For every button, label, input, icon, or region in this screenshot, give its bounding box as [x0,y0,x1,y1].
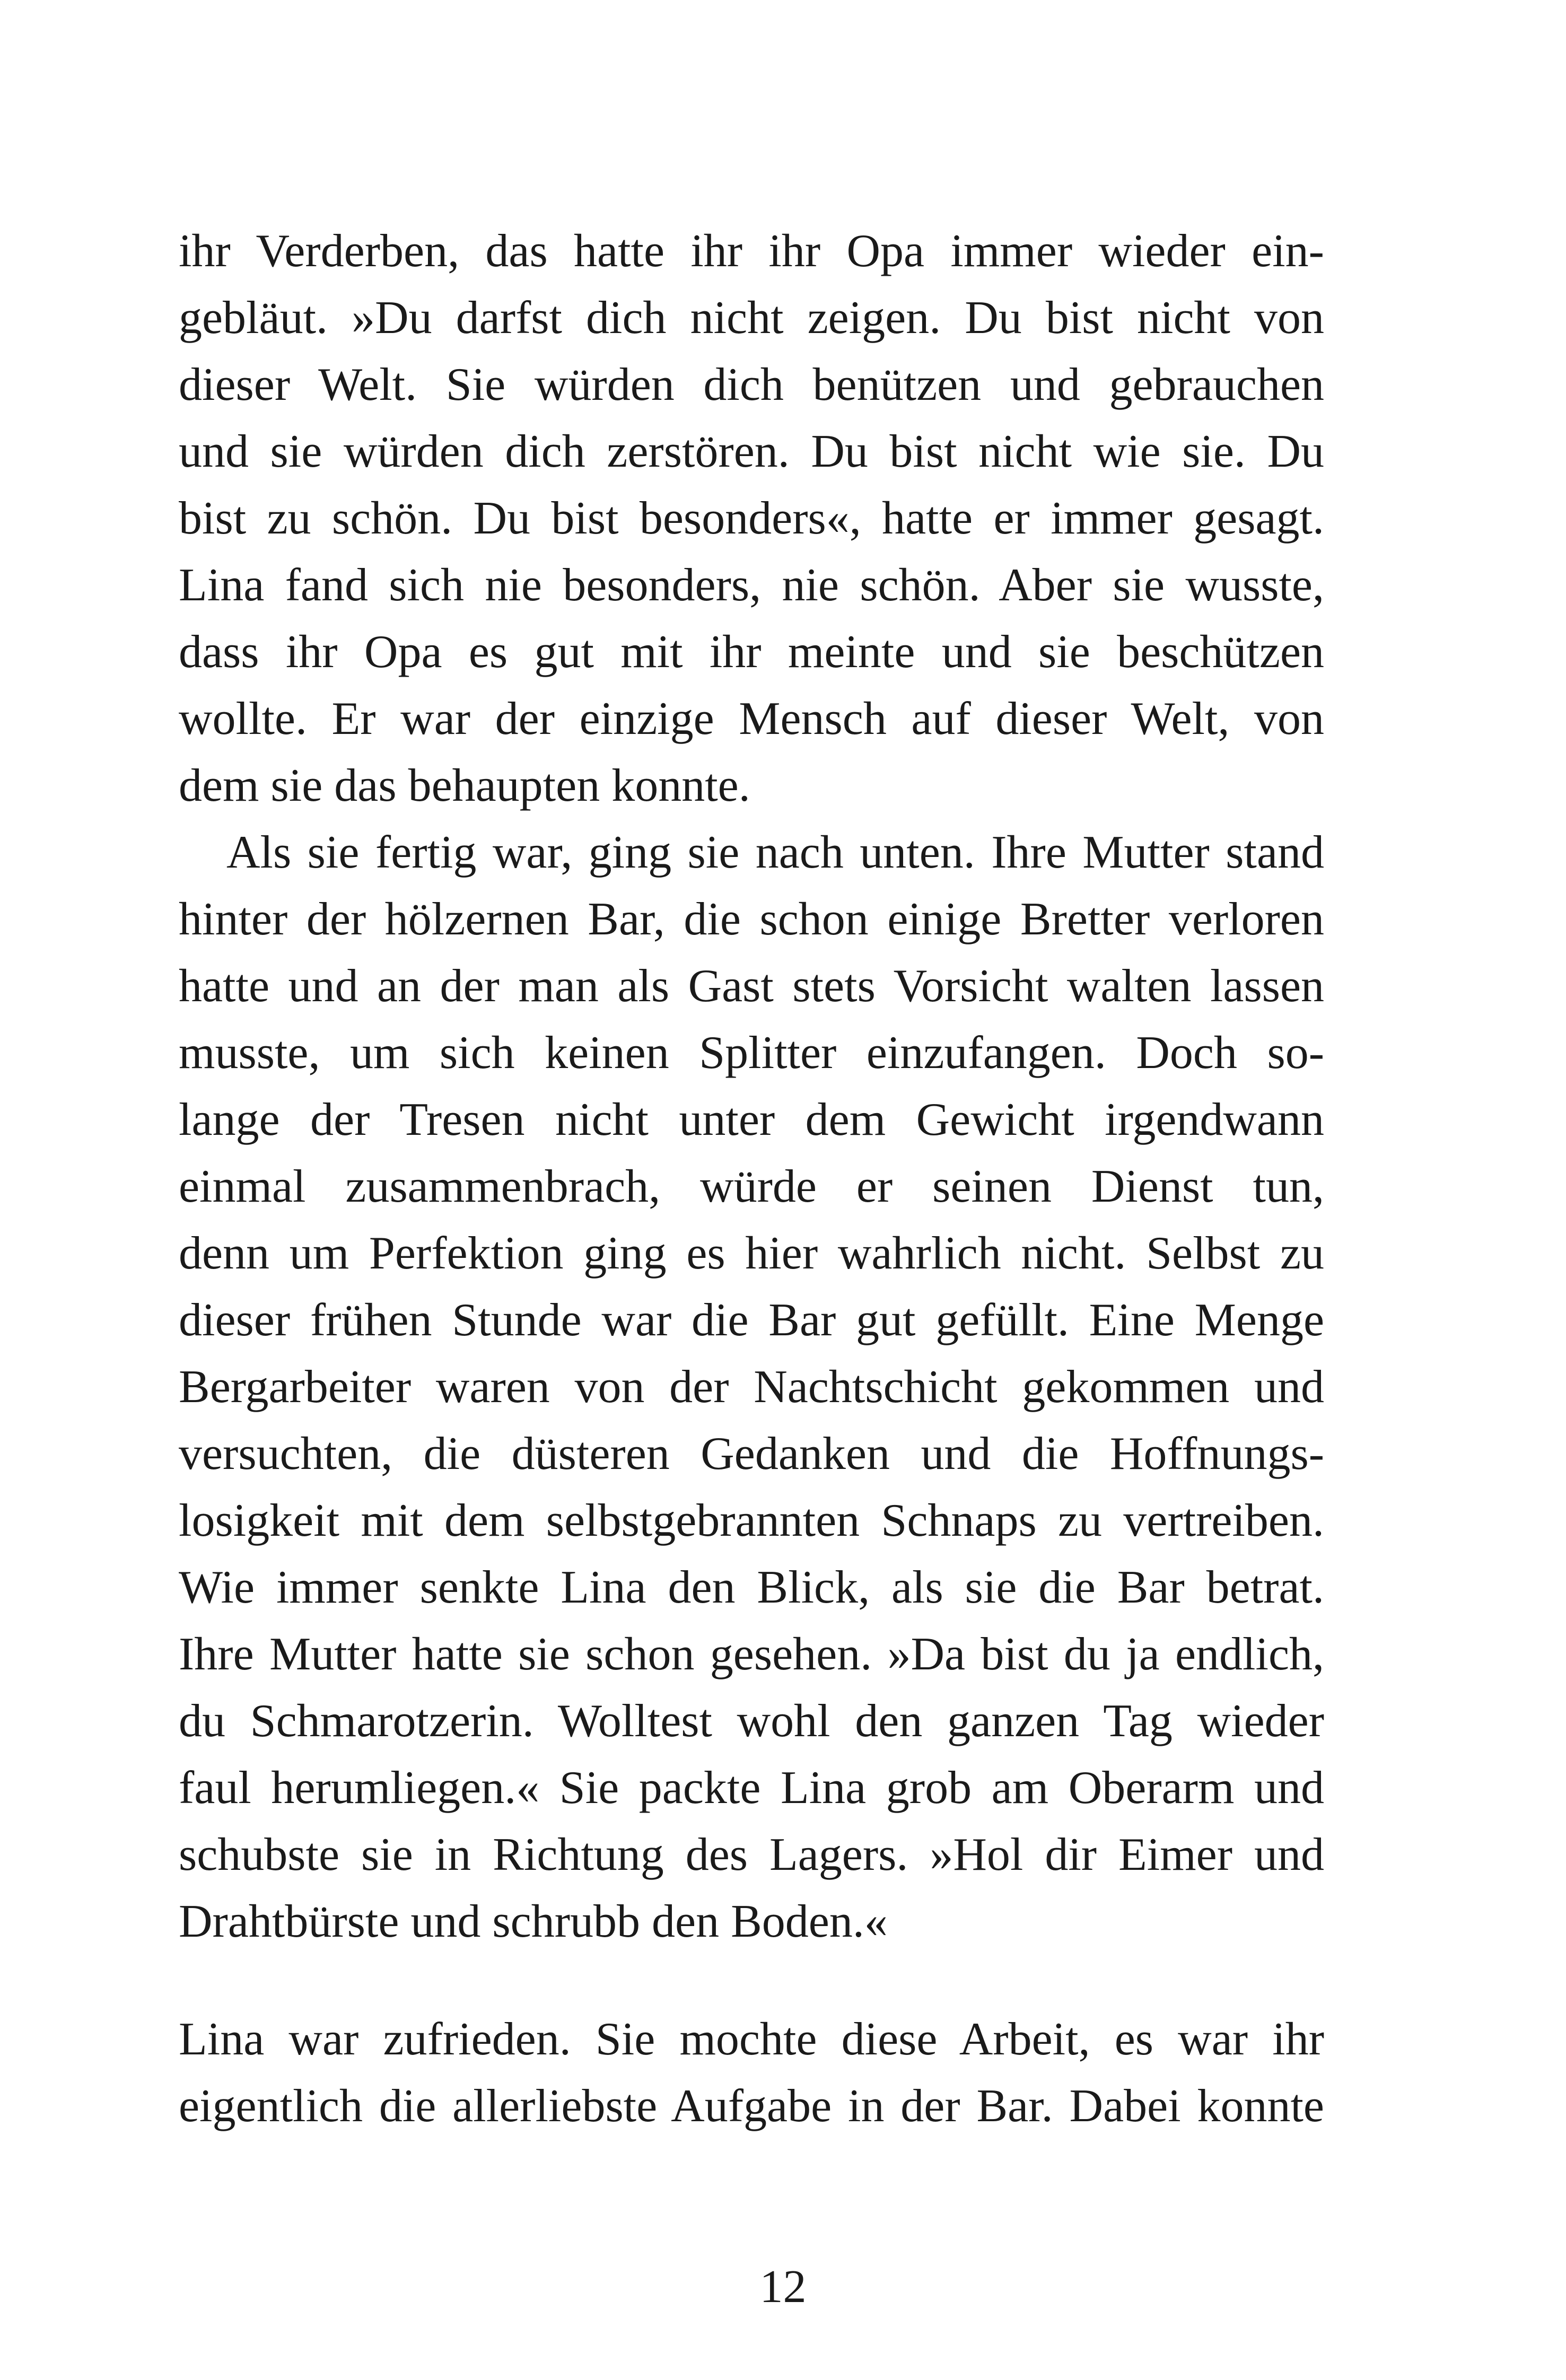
text-line: eigentlich die allerliebste Aufgabe in der Bar. Dabei konnte [179,2080,1324,2132]
text-line: lange der Tresen nicht unter dem Gewicht irgendwann [179,1094,1324,1145]
text-line: einmal zusammenbrach, würde er seinen Dienst tun, [179,1161,1324,1212]
text-line: denn um Perfektion ging es hier wahrlich nicht. Selbst zu [179,1228,1324,1279]
text-block-upper [179,218,1324,1955]
text-line: Bergarbeiter waren von der Nachtschicht gekommen und [179,1361,1324,1413]
text-line: gebläut. »Du darfst dich nicht zeigen. Du bist nicht von [179,292,1324,344]
text-block-lower [179,2006,1324,2140]
text-line: Lina war zufrieden. Sie mochte diese Arbeit, es war ihr [179,2014,1324,2065]
text-line: hinter der hölzernen Bar, die schon einige Bretter verloren [179,894,1324,945]
text-line: schubste sie in Richtung des Lagers. »Hol dir Eimer und [179,1829,1324,1880]
text-line: und sie würden dich zerstören. Du bist nicht wie sie. Du [179,426,1324,477]
text-line: Lina fand sich nie besonders, nie schön. Aber sie wusste, [179,559,1324,611]
text-line: losigkeit mit dem selbstgebrannten Schnaps zu vertreiben. [179,1495,1324,1546]
text-line: dieser Welt. Sie würden dich benützen und gebrauchen [179,359,1324,410]
text-line: Drahtbürste und schrubb den Boden.« [179,1896,888,1947]
text-line: ihr Verderben, das hatte ihr ihr Opa immer wieder ein- [179,225,1324,277]
text-line: faul herumliegen.« Sie packte Lina grob am Oberarm und [179,1762,1324,1814]
text-line: dieser frühen Stunde war die Bar gut gefüllt. Eine Menge [179,1294,1324,1346]
text-line: dem sie das behaupten konnte. [179,760,750,811]
text-line: wollte. Er war der einzige Mensch auf dieser Welt, von [179,693,1324,745]
text-line: Wie immer senkte Lina den Blick, als sie die Bar betrat. [179,1562,1324,1613]
text-line: du Schmarotzerin. Wolltest wohl den ganzen Tag wieder [179,1695,1324,1747]
text-line: dass ihr Opa es gut mit ihr meinte und sie beschützen [179,626,1324,678]
paragraph-1 [179,218,1324,819]
text-line: musste, um sich keinen Splitter einzufangen. Doch so- [179,1027,1324,1079]
text-line: hatte und an der man als Gast stets Vorsicht walten lassen [179,960,1324,1012]
paragraph-3 [179,2006,1324,2140]
text-line: Als sie fertig war, ging sie nach unten. Ihre Mutter stand [226,827,1324,878]
text-line: Ihre Mutter hatte sie schon gesehen. »Da bist du ja endlich, [179,1629,1324,1680]
text-line: bist zu schön. Du bist besonders«, hatte er immer gesagt. [179,493,1324,544]
paragraph-2 [179,819,1324,1955]
text-line: versuchten, die düsteren Gedanken und die Hoffnungs- [179,1428,1324,1480]
page-number: 12 [759,2261,807,2313]
